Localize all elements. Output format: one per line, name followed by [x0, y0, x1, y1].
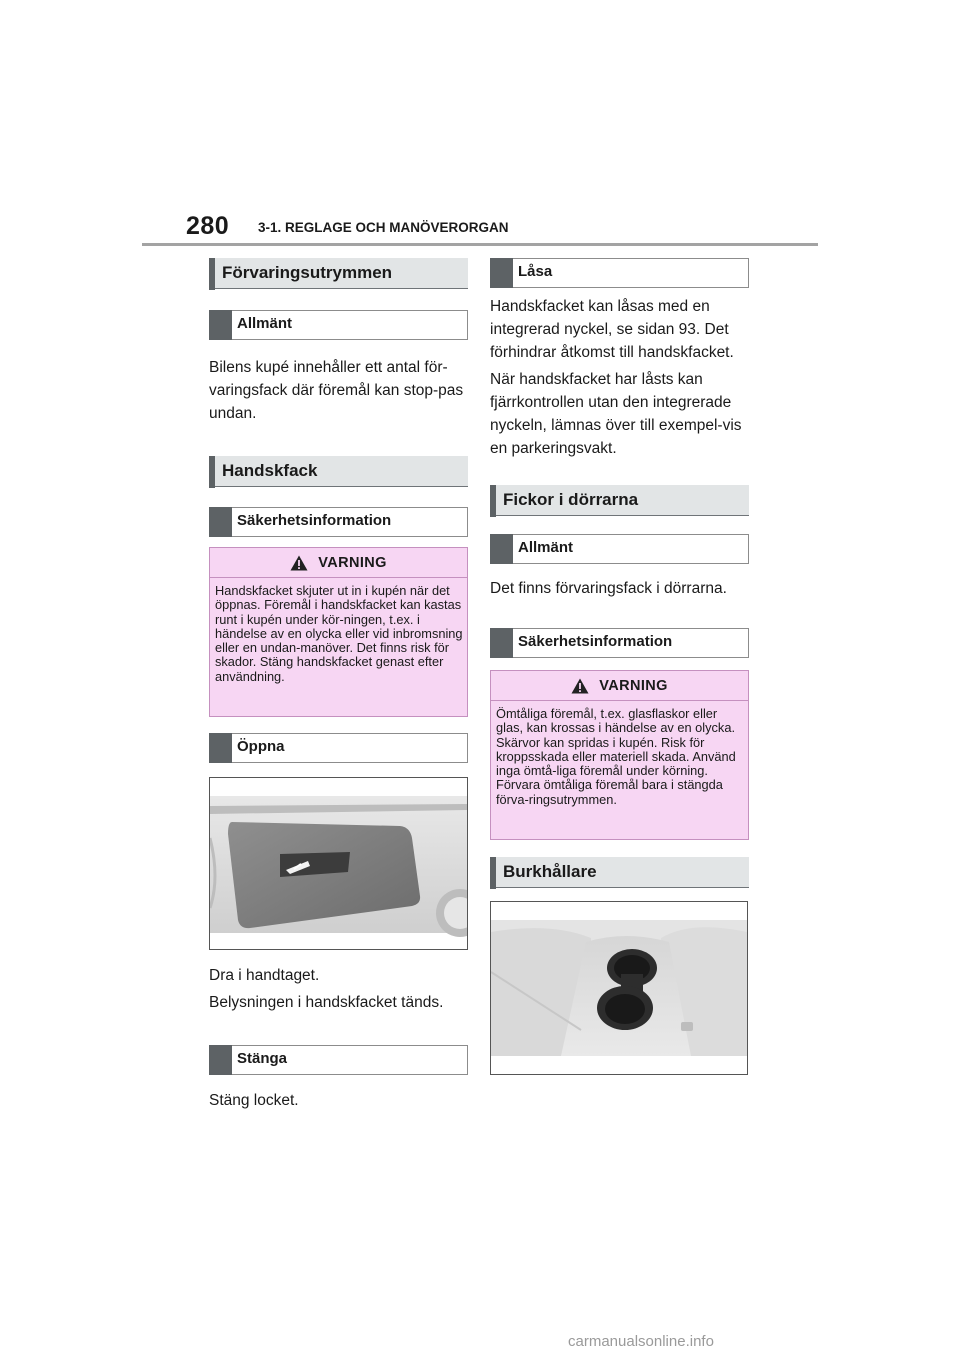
lock-text-2: När handskfacket har låsts kan fjärrkontrollen utan den integrerade nyckeln, lämnas över till exempel-vis en parkeringsvakt.	[490, 371, 742, 457]
chapter-title: 3-1. REGLAGE OCH MANÖVERORGAN	[258, 220, 509, 235]
subheading-safety-doors: Säkerhetsinformation	[490, 628, 749, 658]
glovebox-illustration	[210, 778, 467, 949]
door-pockets-text: Det finns förvaringsfack i dörrarna.	[490, 580, 727, 597]
warning-triangle-icon	[571, 678, 589, 694]
warning-triangle-icon	[290, 555, 308, 571]
cupholder-illustration	[491, 902, 747, 1074]
subheading-lock: Låsa	[490, 258, 749, 288]
warning-box-glovebox	[209, 547, 468, 717]
subheading-general: Allmänt	[209, 310, 468, 340]
left-column	[209, 258, 468, 1112]
warning-title: VARNING	[318, 554, 387, 571]
warning-text: Ömtåliga föremål, t.ex. glasflaskor eller glas, kan krossas i händelse av en olycka. Skärvor kan spridas i kupén. Risk för kroppsskada eller materiell skada. Använd inga ömtå-liga föremål under körning. Förvara ömtåliga föremål bara i stängda förva-ringsutrymmen.	[496, 706, 736, 807]
section-heading-door-pockets: Fickor i dörrarna	[490, 485, 749, 516]
close-text: Stäng locket.	[209, 1092, 299, 1109]
cupholder-photo	[490, 901, 748, 1075]
subheading-open: Öppna	[209, 733, 468, 763]
warning-title: VARNING	[599, 677, 668, 694]
general-text: Bilens kupé innehåller ett antal för-varingsfack där föremål kan stop-pas undan.	[209, 359, 464, 422]
footer-watermark: carmanualsonline.info	[568, 1333, 714, 1350]
glovebox-handle-photo	[209, 777, 468, 950]
warning-text: Handskfacket skjuter ut in i kupén när det öppnas. Föremål i handskfacket kan kastas runt i kupén under kör-ningen, t.ex. i händelse av en olycka eller vid inbromsning eller en undan-manöver. Det finns risk för skador. Stäng handskfacket genast efter användning.	[215, 583, 463, 684]
warning-header	[491, 671, 748, 701]
section-heading-cupholder: Burkhållare	[490, 857, 749, 888]
subheading-general-doors: Allmänt	[490, 534, 749, 564]
page-number: 280	[186, 212, 230, 240]
section-heading-glovebox: Handskfack	[209, 456, 468, 487]
warning-header	[210, 548, 467, 578]
lock-text-1: Handskfacket kan låsas med en integrerad nyckel, se sidan 93. Det förhindrar åtkomst till handskfacket.	[490, 298, 734, 361]
open-step-1: Dra i handtaget.	[209, 967, 320, 984]
warning-box-doors	[490, 670, 749, 840]
section-heading-storage: Förvaringsutrymmen	[209, 258, 468, 289]
header-rule	[142, 243, 818, 246]
open-step-2: Belysningen i handskfacket tänds.	[209, 994, 444, 1011]
subheading-safety: Säkerhetsinformation	[209, 507, 468, 537]
subheading-close: Stänga	[209, 1045, 468, 1075]
right-column	[490, 258, 749, 1075]
